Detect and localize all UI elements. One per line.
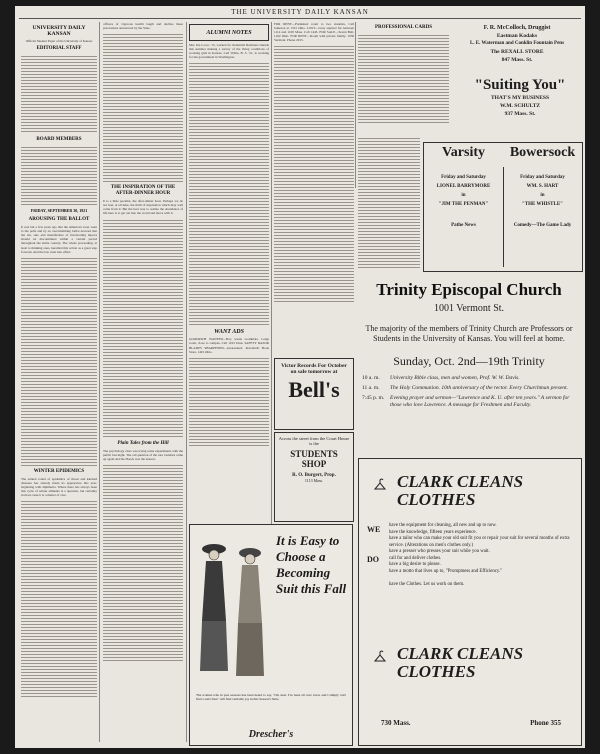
nameplate: UNIVERSITY DAILY KANSAN xyxy=(32,25,86,37)
fall-suits-headline: It is Easy to Choose a Becoming Suit this Fall xyxy=(276,533,347,596)
clark-title-bottom: CLARK CLEANS CLOTHES xyxy=(397,644,524,681)
drescher-logo: Drescher's xyxy=(248,729,294,740)
service-row xyxy=(362,395,576,409)
service-time: 11 a. m. xyxy=(362,385,380,391)
professional-cards-title: PROFESSIONAL CARDS xyxy=(374,25,433,30)
suiting-address: 937 Mass. St. xyxy=(504,111,536,117)
varsity-news: Pathe News xyxy=(451,223,476,228)
want-ads-heading: WANT ADS xyxy=(214,329,244,336)
alumni-notes-box xyxy=(189,24,269,41)
students-owner: R. O. Burgert, Prop. xyxy=(292,473,336,478)
clark-line: have the equipment for cleaning, all new and up to now. xyxy=(389,523,497,528)
varsity-in: in xyxy=(461,193,466,198)
classified-body xyxy=(274,44,354,304)
hanger-icon xyxy=(373,477,387,491)
professional-cards xyxy=(358,22,449,132)
service-row xyxy=(362,385,576,392)
inspiration-heading: THE INSPIRATION OF THE AFTER-DINNER HOUR xyxy=(110,185,176,197)
clark-line: have a tailor who can make your old suit fit you or repair your suit for several months of extra service. (Alterations on men's clothes only.) xyxy=(389,536,570,548)
bowersock-title: Bowersock xyxy=(509,145,576,160)
clark-line: call for and deliver clothes. xyxy=(389,555,442,561)
alumni-heading: ALUMNI NOTES xyxy=(206,30,252,36)
clark-line: have the Clothes. Let us work on them. xyxy=(389,581,465,587)
suiting-sub: THAT'S MY BUSINESS xyxy=(490,95,550,101)
victor-ad-text: Victor Records For October on sale tomorrow at xyxy=(281,363,347,375)
clark-line: have a big desire to please. xyxy=(389,562,441,567)
fall-suits-ad xyxy=(189,524,353,746)
mccolloch-line2: L. E. Waterman and Conklin Fountain Pens xyxy=(469,41,565,46)
want-ads-text: GOODRICH WANTED—Boy wants roommate. Large room, close to campus. Call 1193 Tenn. SAFETY RAZOR BLADES SHARPENED—Guaranteed. Rowlands' Book Store, 1401 Ohio. xyxy=(189,337,269,354)
plain-tales-text: The psychology class was trying some experiments with the public last night. The old question of the rare varieties came up again and the Hoeck was the answer. xyxy=(103,448,183,461)
clark-line: have a motto that lives up to, "Promptness and Efficiency." xyxy=(389,568,503,574)
bowersock-days: Friday and Saturday xyxy=(520,175,565,180)
ballot-body xyxy=(21,256,97,466)
ballot-text: It was but a few years ago that the American voter went to the polls and by an overwhelming ballot decreed that the tax, sale and manufacture of intoxicating liquors should be discontinued within a certain period throughout the entire country. The whole proceeding, at least to thinking ones, heralded this action as a great step forward. And the law went into effect. xyxy=(21,225,97,254)
hanger-icon xyxy=(373,649,387,663)
church-address: 1001 Vermont St. xyxy=(433,303,505,314)
church-date: Sunday, Oct. 2nd—19th Trinity xyxy=(393,354,545,368)
suiting-name: W.M. SCHULTZ xyxy=(499,103,541,109)
theater-ad xyxy=(423,142,583,272)
bowersock-program xyxy=(505,173,580,230)
column-5-classifieds xyxy=(358,136,420,272)
students-shop-name: STUDENTS SHOP xyxy=(290,449,338,469)
board-listing xyxy=(21,145,97,205)
church-intro: The majority of the members of Trinity Church are Professors or Students in the University of Kansas. You will feel at home. xyxy=(365,324,573,343)
clark-cleans-ad xyxy=(358,458,582,746)
students-ad-text: Across the street from the Court House is the xyxy=(278,436,350,446)
masthead-rule xyxy=(19,18,581,19)
varsity-title: Varsity xyxy=(441,145,486,160)
clark-list xyxy=(389,523,575,588)
winter-text: The annual round of epidemics of throat and kindred diseases has already made its appearance this year, beginning with diphtheria. Where there has always been this cycle of winter ailments is a question, but certainly in most cases it is a matter of care. xyxy=(21,476,97,498)
suiting-title: "Suiting You" xyxy=(474,77,566,93)
professional-cards-listing xyxy=(358,33,449,125)
fashion-illustration xyxy=(192,531,272,691)
students-address: 1113 Mass. xyxy=(304,478,324,483)
bells-name: Bell's xyxy=(288,377,340,402)
service-time: 7:45 p. m. xyxy=(362,395,385,401)
bowersock-film: "THE WHISTLE" xyxy=(522,202,563,207)
column-4 xyxy=(274,22,354,352)
clark-address: 730 Mass. xyxy=(381,719,411,727)
church-title: Trinity Episcopal Church xyxy=(376,280,562,299)
alumni-body xyxy=(189,61,269,326)
winter-body xyxy=(21,499,97,699)
staff-listing xyxy=(21,54,97,134)
inspiration-body xyxy=(103,218,183,438)
clark-line: have a presser who presses your suit while you wait. xyxy=(389,549,490,554)
clark-title-top: CLARK CLEANS CLOTHES xyxy=(397,472,524,509)
theater-divider xyxy=(503,167,504,267)
service-row xyxy=(362,375,576,382)
clark-do: DO xyxy=(367,555,379,564)
varsity-program xyxy=(426,173,501,230)
winter-heading: WINTER EPIDEMICS xyxy=(33,468,85,474)
clark-phone: Phone 355 xyxy=(530,719,561,727)
plain-tales-heading: Plain Tales from the Hill xyxy=(117,440,169,446)
fall-suits-body: The women who in past seasons has been heard to say, "Oh, dear, I've been all over town, and I simply can't find a suit I like" will find veritable joy in this Season's Suits. xyxy=(196,693,346,702)
service-time: 10 a. m. xyxy=(362,375,380,381)
column-1 xyxy=(21,22,97,748)
column-2-intro: officers of vigorous health laugh and decline these precautions announced by the State. xyxy=(103,22,183,31)
nameplate-subline: Official Student Paper of the University of Kansas xyxy=(25,39,93,43)
column-5-listing xyxy=(358,136,420,268)
masthead: THE UNIVERSITY DAILY KANSAN xyxy=(231,8,369,16)
varsity-star: LIONEL BARRYMORE xyxy=(436,184,491,189)
bowersock-star: WM. S. HART xyxy=(526,184,559,189)
mccolloch-ad xyxy=(453,24,581,68)
mccolloch-line3: The REXALL STORE xyxy=(490,49,544,55)
classified-text: FOR RENT—Furnished room to two students. Call Jameson at 1315 Ohio. LOST—Gray squirrel fur between 1114 and 1100 Mass. Call 1443. FOR SALE—Seven Bell, 1102 Ohio. FOR RENT—Room with private family. 1030 Vermont. Phone 2015. xyxy=(274,22,354,43)
mccolloch-line1: Eastman Kodaks xyxy=(496,33,538,39)
column-2 xyxy=(103,22,183,748)
bowersock-extra: Comedy—The Game Lady xyxy=(513,223,572,228)
suiting-you-ad xyxy=(465,76,575,134)
mccolloch-name: F. R. McColloch, Druggist xyxy=(483,25,551,31)
ballot-heading: AROUSING THE BALLOT xyxy=(28,217,90,223)
mccolloch-address: 847 Mass. St. xyxy=(501,57,533,63)
victor-records-ad xyxy=(274,358,354,430)
column-2-body xyxy=(103,32,183,182)
trinity-church-ad xyxy=(358,274,580,454)
clark-line: have the knowledge, fifteen years experience. xyxy=(389,529,477,535)
editorial-staff-heading: EDITORIAL STAFF xyxy=(36,46,82,52)
bowersock-in: in xyxy=(540,193,545,198)
column-divider xyxy=(99,22,100,742)
clark-lines xyxy=(389,523,575,588)
want-ads-body xyxy=(189,356,269,446)
students-shop-ad xyxy=(274,432,354,522)
board-heading: BOARD MEMBERS xyxy=(36,137,82,143)
column-divider xyxy=(186,22,187,742)
varsity-film: "JIM THE PENMAN" xyxy=(438,202,489,207)
column-divider xyxy=(355,22,356,188)
newspaper-page xyxy=(15,6,585,748)
issue-date: FRIDAY, SEPTEMBER 30, 1921 xyxy=(30,208,88,214)
service-desc: The Holy Communion. 10th anniversary of the rector. Every Churchman present. xyxy=(390,385,568,391)
alumni-text: Mrs. Ina Lowe, '15, worked for Industrial Relations Oneida this summer making a survey of the living conditions of working girls in Kansas. Carl White, B. S. '21, is working for the government in Washington. xyxy=(189,43,269,60)
clark-we: WE xyxy=(367,525,381,534)
service-desc: University Bible class, men and women, Prof. W. W. Davis. xyxy=(390,375,520,381)
service-desc: Evening prayer and sermon—"Lawrence and K. U. after ten years." A sermon for those who love Lawrence. A message for Freshmen and Faculty. xyxy=(390,395,570,408)
plain-tales-body xyxy=(103,463,183,663)
varsity-days: Friday and Saturday xyxy=(441,175,486,180)
church-services xyxy=(358,375,580,409)
inspiration-text: It is a little peculiar, the after-dinner hour. Perhaps we do not feel, at all time, the thrill of inspiration which may well come from it. But the best way to realize the abundance of life here is to get out into the world and move with it. xyxy=(103,199,183,216)
